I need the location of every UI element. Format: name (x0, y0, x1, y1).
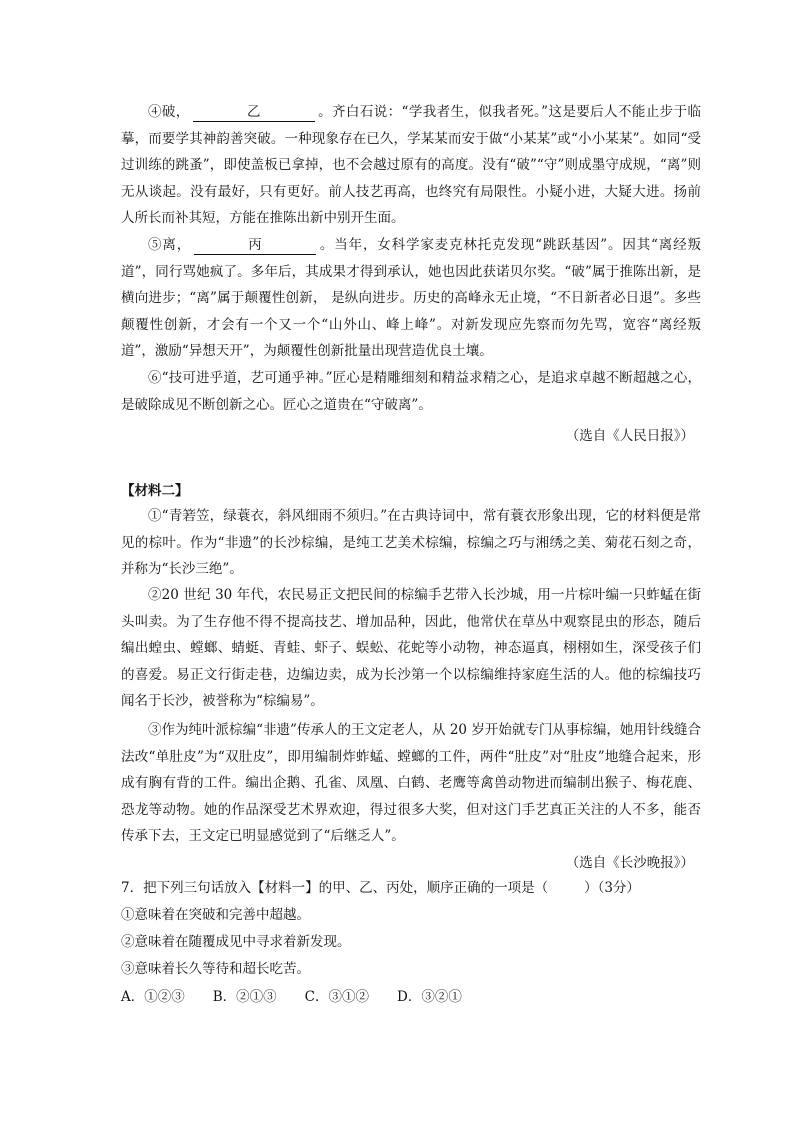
material2-source: （选自《长沙晚报》） (565, 855, 694, 871)
blank-yi: 乙 (193, 103, 315, 122)
paragraph-text: 。当年，女科学家麦克林托克发现“跳跃基因”。因其“离经叛道”，同行骂她疯了。多年后，其成果才得到承认，她也因此获诺贝尔奖。“破”属于推陈出新，是横向进步；“离”属于颠覆性创新， 是纵向进步。历史的高峰永无止境，“不日新者必日退”。多些颠覆性创新，才会有一个又一个“山外山、峰上峰”。对新发现应先察而勿先骂，宽容“离经叛道”，激励“异想天开”，为颠覆性创新批量出现营造优良土壤。 (121, 237, 701, 360)
option-d[interactable]: D．③②① (397, 989, 462, 1005)
option-b[interactable]: B．②①③ (212, 989, 277, 1005)
material2-paragraph-1: ①“青箬笠，绿蓑衣，斜风细雨不须归。”在古典诗词中，常有蓑衣形象出现，它的材料便是常见的棕叶。作为“非遗”的长沙棕编，是纯工艺美术棕编，棕编之巧与湘绣之美、菊花石刻之奇，并称为“长沙三绝”。 (121, 508, 701, 578)
question-stem-text: 7．把下列三句话放入【材料一】的甲、乙、丙处，顺序正确的一项是（ (121, 880, 549, 896)
question-item-2: ②意味着在随覆成见中寻求着新发现。 (121, 934, 351, 950)
material1-paragraph-5 (121, 232, 701, 365)
option-a[interactable]: A．①②③ (121, 989, 185, 1005)
material1-paragraph-6: ⑥“技可进乎道，艺可通乎神。”匠心是精雕细刻和精益求精之心，是追求卓越不断超越之心，是破除成见不断创新之心。匠心之道贵在“守破离”。 (121, 370, 701, 413)
material2-label: 【材料二】 (121, 483, 189, 499)
question-item-3: ③意味着长久等待和超长吃苦。 (121, 961, 310, 977)
question-stem (121, 877, 640, 899)
material2-paragraph-2: ②20 世纪 30 年代，农民易正文把民间的棕编手艺带入长沙城，用一片棕叶编一只蚱蜢在街头叫卖。为了生存他不得不提高技艺、增加品种，因此，他常伏在草丛中观察昆虫的形态，随后编出蝗虫、螳螂、蜻蜓、青蛙、虾子、蜈蚣、花蛇等小动物，神态逼真，栩栩如生，深受孩子们的喜爱。易正文行街走巷，边编边卖，成为长沙第一个以棕编维持家庭生活的人。他的棕编技巧闻名于长沙，被誉称为“棕编易”。 (121, 587, 701, 710)
material1-paragraph-4 (121, 99, 701, 232)
blank-bing: 丙 (194, 236, 316, 255)
material2-paragraph-3: ③作为纯叶派棕编“非遗”传承人的王文定老人，从 20 岁开始就专门从事棕编，她用针线缝合法改“单肚皮”为“双肚皮”，即用编制炸蚱蜢、螳螂的工件，两件“肚皮”对“肚皮”地缝合起来，形成有胸有背的工件。编出企鹅、孔雀、凤凰、白鹤、老鹰等禽兽动物进而编制出猴子、梅花鹿、恐龙等动物。她的作品深受艺术界欢迎，得过很多大奖，但对这门手艺真正关注的人不多，能否传承下去，王文定已明显感觉到了“后继乏人”。 (121, 722, 701, 845)
paragraph-prefix: ⑤离， (148, 237, 192, 253)
paragraph-text: 。齐白石说：“学我者生，似我者死。”这是要后人不能止步于临摹，而要学其神韵善突破。一种现象存在已久，学某某而安于做“小某某”或“小小某某”。如同“受过训练的跳蚤”，即使盖板已拿掉，也不会越过原有的高度。没有“破”“守”则成墨守成规，“离”则无从谈起。没有最好，只有更好。前人技艺再高，也终究有局限性。小疑小进，大疑大进。扬前人所长而补其短，方能在推陈出新中别开生面。 (121, 104, 701, 227)
answer-options (121, 985, 490, 1005)
question-points: ）（3分） (584, 880, 640, 896)
material1-source: （选自《人民日报》） (565, 428, 694, 444)
question-item-1: ①意味着在突破和完善中超越。 (121, 907, 310, 923)
option-c[interactable]: C．③①② (304, 989, 370, 1005)
paragraph-prefix: ④破， (148, 104, 190, 120)
